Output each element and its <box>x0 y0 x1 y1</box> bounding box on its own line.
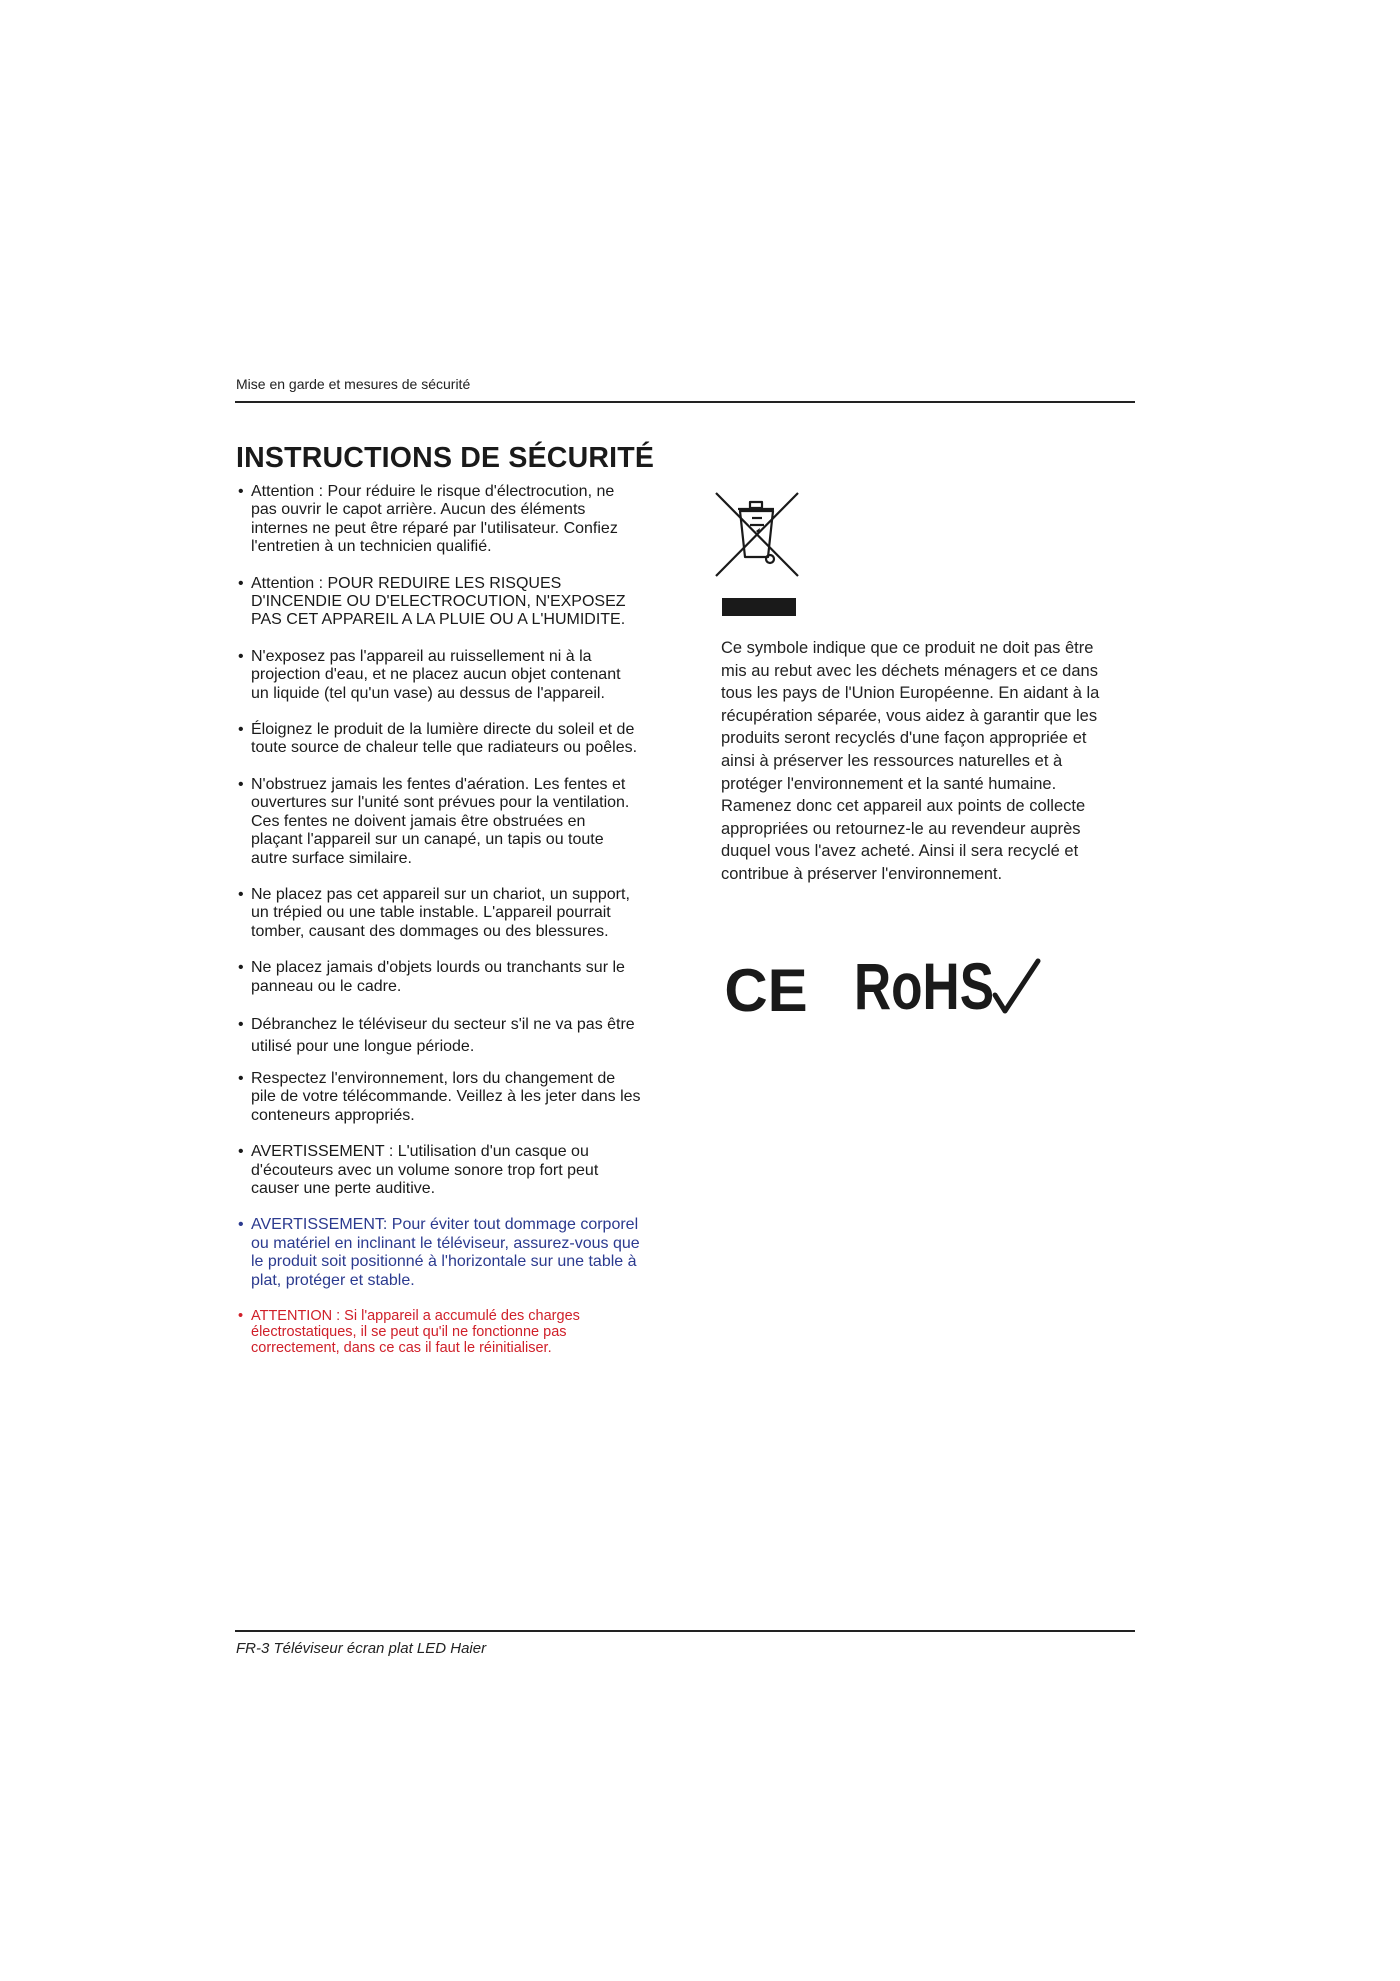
footer-divider <box>235 1630 1135 1632</box>
section-header: Mise en garde et mesures de sécurité <box>236 376 471 392</box>
crossed-out-bin-icon <box>712 487 802 582</box>
header-divider <box>235 401 1135 403</box>
list-item: • Débranchez le téléviseur du secteur s'il ne va pas être utilisé pour une longue période. <box>236 1014 641 1058</box>
list-item: • Attention : Pour réduire le risque d'électrocution, ne pas ouvrir le capot arrière. Aucun des éléments internes ne peut être réparé par l'utilisateur. Confiez l'entretien à un technicien qualifié. <box>236 483 641 557</box>
list-item: • N'obstruez jamais les fentes d'aération. Les fentes et ouvertures sur l'unité sont prévues pour la ventilation. Ces fentes ne doivent jamais être obstruées en plaçant l'appareil sur un canapé, un tapis ou toute autre surface similaire. <box>236 776 641 868</box>
weee-description: Ce symbole indique que ce produit ne doit pas être mis au rebut avec les déchets ménagers et ce dans tous les pays de l'Union Européenne. En aidant à la récupération séparée, vous aidez à garantir que les produits seront recyclés d'une façon appropriée et ainsi à préserver les ressources naturelles et à protéger l'environnement et la santé humaine. Ramenez donc cet appareil aux points de collecte appropriées ou retournez-le au revendeur auprès duquel vous l'avez acheté. Ainsi il sera recyclé et contribue à préserver l'environnement. <box>721 639 1100 883</box>
ce-mark-icon <box>722 961 810 1017</box>
checkmark-icon <box>995 961 1038 1011</box>
rohs-mark-label: RoHS <box>854 951 994 1021</box>
list-item: • Respectez l'environnement, lors du changement de pile de votre télécommande. Veillez à les jeter dans les conteneurs appropriés. <box>236 1070 641 1125</box>
page-footer: FR-3 Téléviseur écran plat LED Haier <box>236 1640 487 1657</box>
list-item: • Éloignez le produit de la lumière directe du soleil et de toute source de chaleur telle que radiateurs ou poêles. <box>236 721 641 758</box>
weee-bar <box>722 598 796 616</box>
list-item: • N'exposez pas l'appareil au ruissellement ni à la projection d'eau, et ne placez aucun objet contenant un liquide (tel qu'un vase) au dessus de l'appareil. <box>236 648 641 703</box>
list-item: • Attention : POUR REDUIRE LES RISQUES D'INCENDIE OU D'ELECTROCUTION, N'EXPOSEZ PAS CET APPAREIL A LA PLUIE OU A L'HUMIDITE. <box>236 575 641 630</box>
page-title: INSTRUCTIONS DE SÉCURITÉ <box>236 442 655 474</box>
list-item: • Ne placez jamais d'objets lourds ou tranchants sur le panneau ou le cadre. <box>236 959 641 996</box>
list-item: • AVERTISSEMENT : L'utilisation d'un casque ou d'écouteurs avec un volume sonore trop fort peut causer une perte auditive. <box>236 1143 641 1198</box>
list-item: • Ne placez pas cet appareil sur un chariot, un support, un trépied ou une table instable. L'appareil pourrait tomber, causant des dommages ou des blessures. <box>236 886 641 941</box>
safety-instructions-list <box>236 483 641 1357</box>
list-item-warning-blue: • AVERTISSEMENT: Pour éviter tout dommage corporel ou matériel en inclinant le téléviseur, assurez-vous que le produit soit positionné à l'horizontale sur une table à plat, protéger et stable. <box>236 1216 641 1290</box>
list-item-attention-red: • ATTENTION : Si l'appareil a accumulé des charges électrostatiques, il se peut qu'il ne fonctionne pas correctement, dans ce cas il faut le réinitialiser. <box>236 1308 641 1357</box>
rohs-mark-icon <box>852 951 1042 1021</box>
ce-mark-label: CE <box>724 961 808 1017</box>
